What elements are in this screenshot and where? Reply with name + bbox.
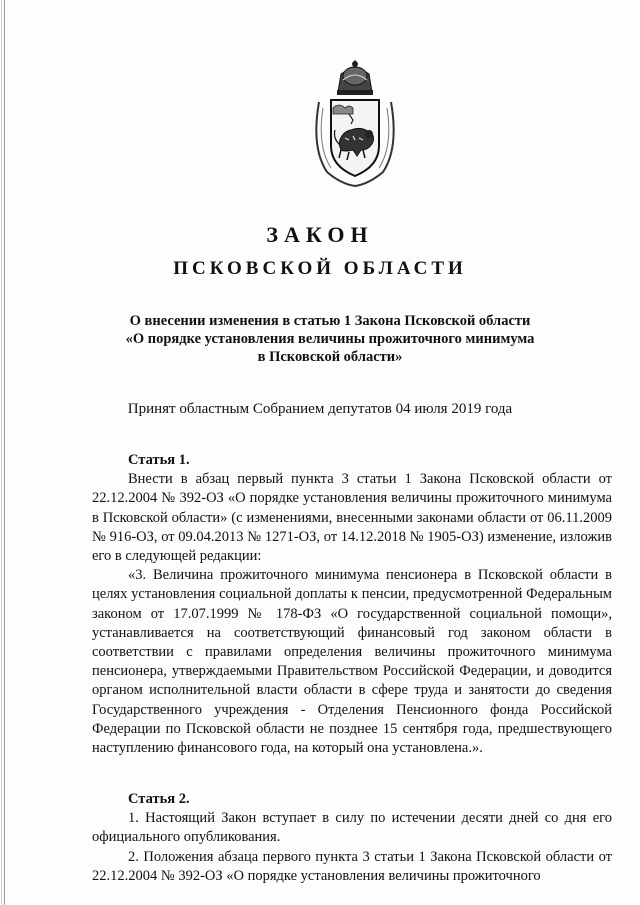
adoption-note: Принят областным Собранием депутатов 04 июля 2019 года [127,401,513,417]
article-1-intro: Внести в абзац первый пункта 3 статьи 1 Закона Псковской области от 22.12.2004 № 392-ОЗ «О порядке установления величины прожиточного минимума в Псковской области» (с изменениями, внесенными законами области от 06.11.2009 № 916-ОЗ, от 09.04.2013 № 1271-ОЗ, от 14.12.2018 № 1905-ОЗ) изменение, изложив его в следующей редакции: [92,471,612,565]
scan-edge [4,0,5,905]
article-1-quote: «3. Величина прожиточного минимума пенсионера в Псковской области в целях установления социальной доплаты к пенсии, предусмотренной Федеральным законом от 17.07.1999 № 178-ФЗ «О государственной социальной помощи», устанавливается на соответствующий финансовый год законом области в соответствии с правилами определения величины прожиточного минимума пенсионера, утверждаемыми Правительством Российской Федерации, и доводится органом исполнительной власти области в сфере труда и занятости до сведения Государственного учреждения - Отделения Пенсионного фонда Российской Федерации по Псковской области не позднее 15 сентября года, предшествующего наступлению финансового года, на который она установлена.». [92,567,612,757]
article-2-paragraph-2: 2. Положения абзаца первого пункта 3 статьи 1 Закона Псковской области от 22.12.2004 № 392-ОЗ «О порядке установления величины прожиточного [92,848,612,884]
document-region-title: ПСКОВСКОЙ ОБЛАСТИ [173,258,467,279]
document-title: ЗАКОН [266,222,374,247]
scan-edge [1,0,2,905]
article-2-heading: Статья 2. [128,791,190,807]
document-subject [100,312,560,366]
subject-line: О внесении изменения в статью 1 Закона Псковской области [129,313,531,329]
article-1-heading: Статья 1. [128,452,190,468]
subject-line: в Псковской области» [257,349,403,365]
article-2-paragraph-1: 1. Настоящий Закон вступает в силу по истечении десяти дней со дня его официального опубликования. [92,810,612,846]
article-2 [92,790,612,886]
article-1 [92,451,612,758]
subject-line: «О порядке установления величины прожиточного минимума [125,331,535,347]
pskov-coat-of-arms-icon [305,58,405,190]
